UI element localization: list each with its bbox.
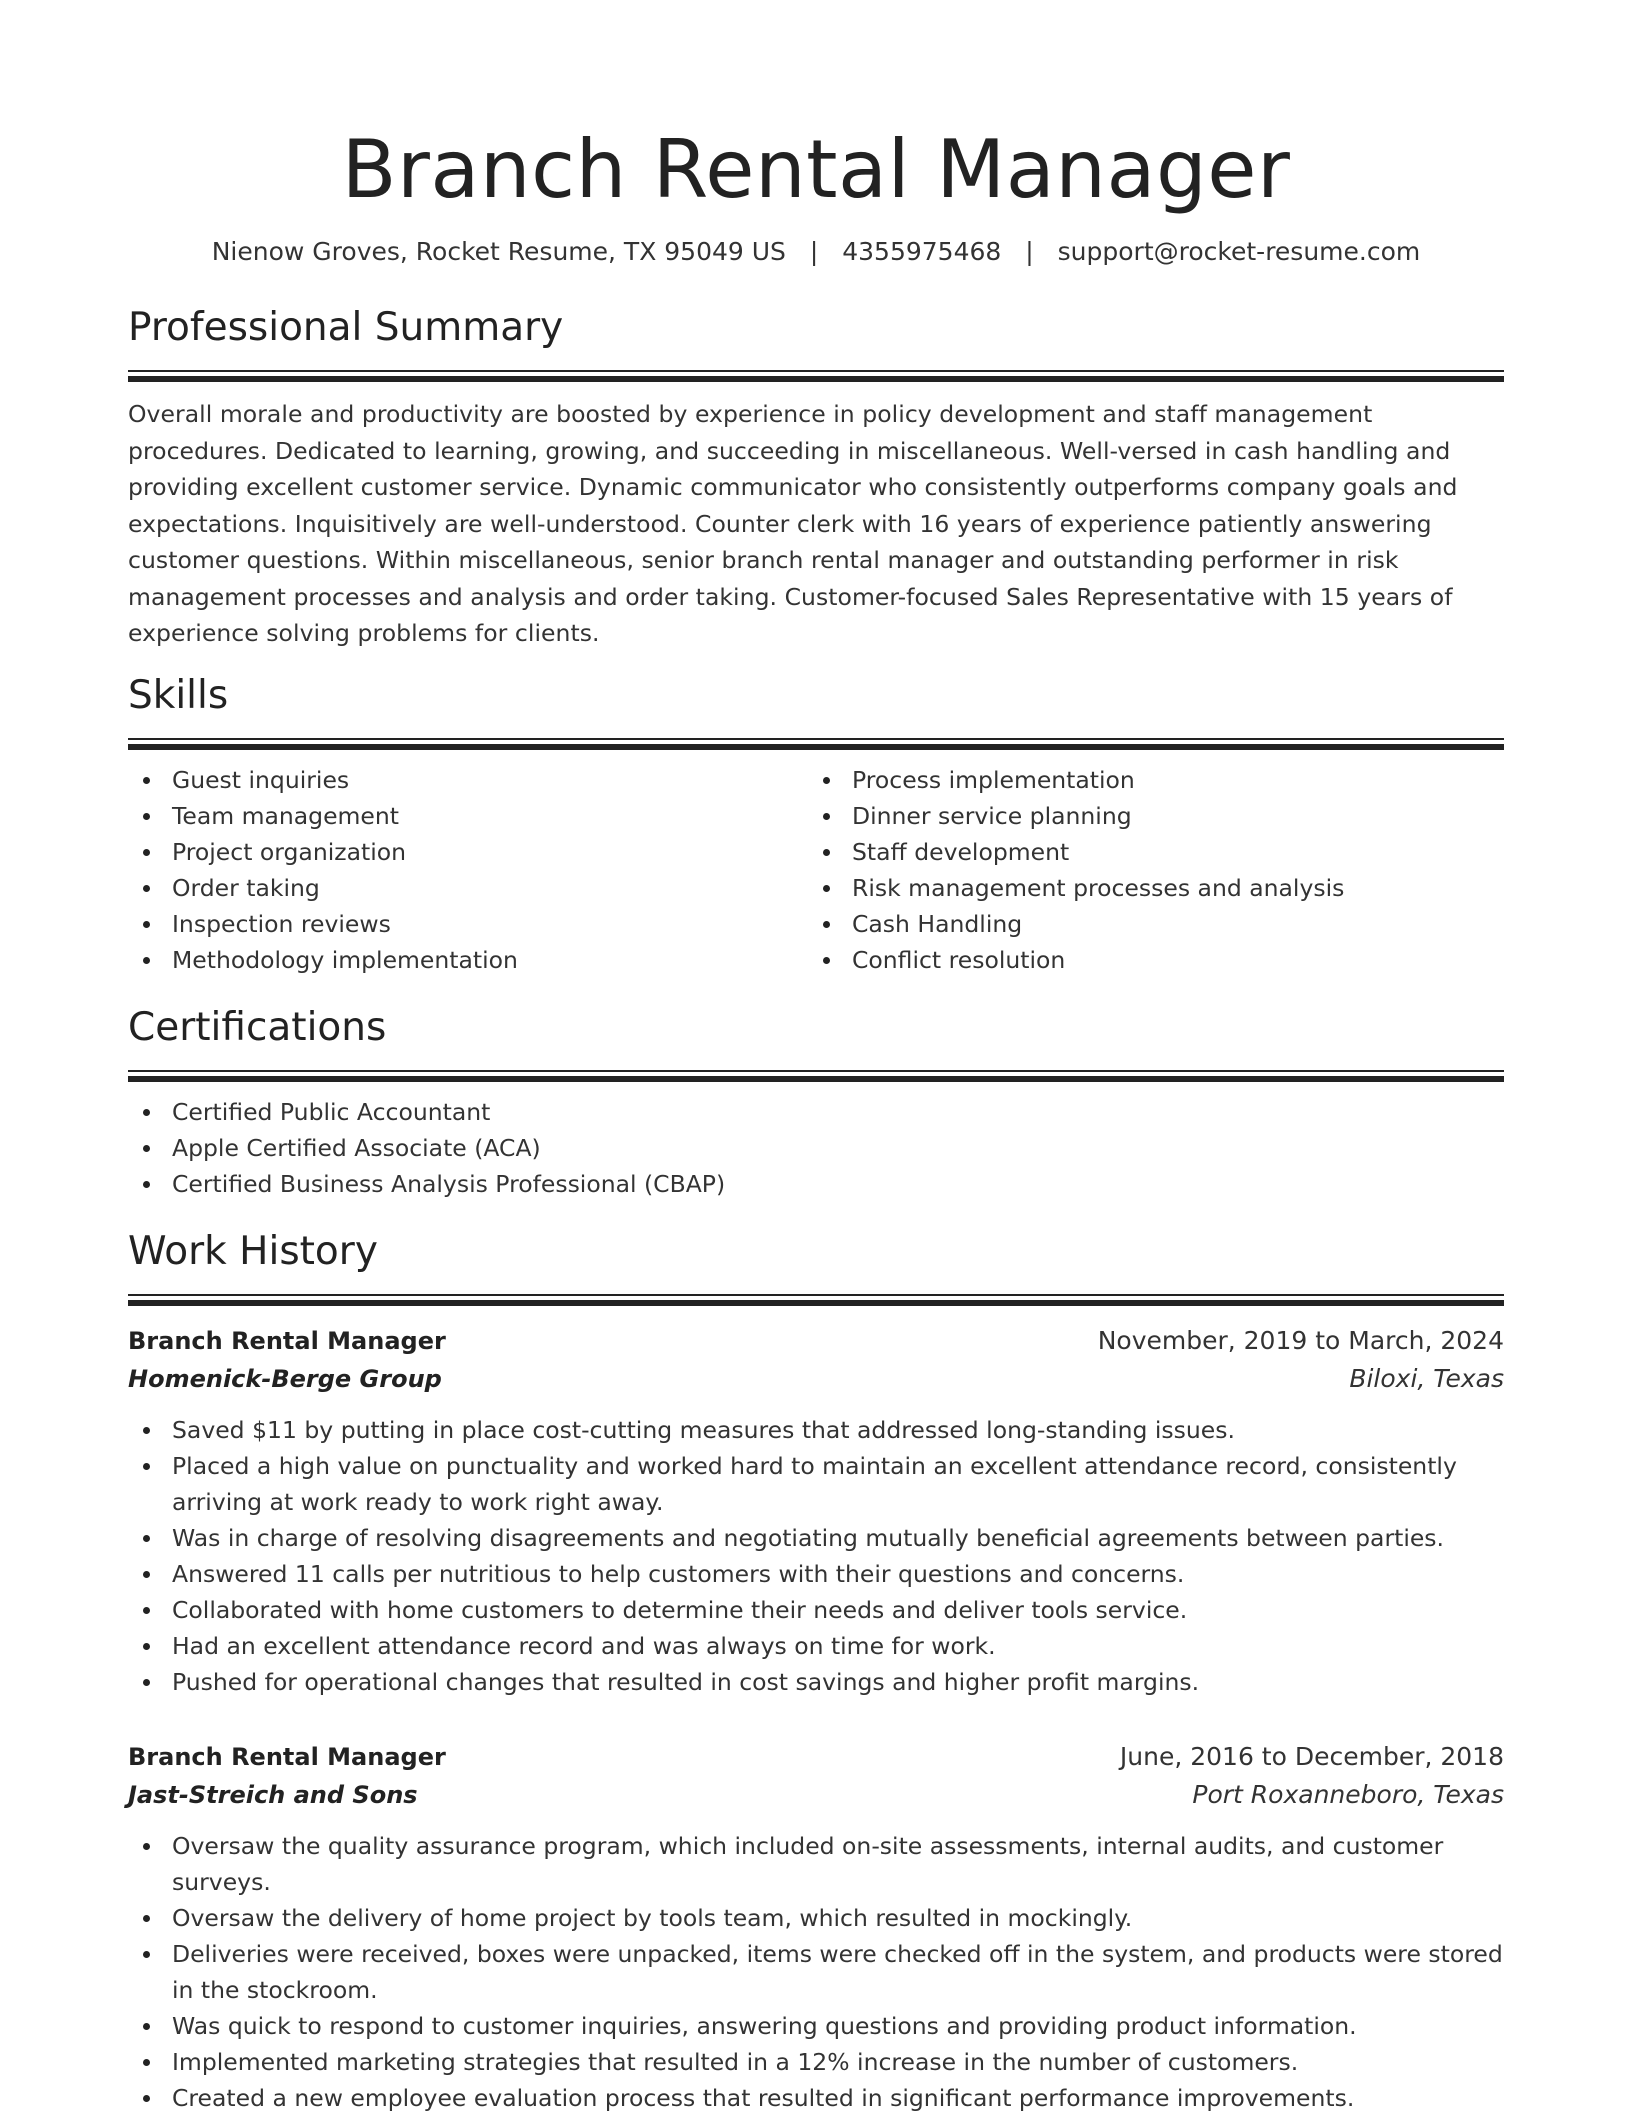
skills-section <box>128 672 1504 978</box>
skill-item: Cash Handling <box>808 906 1488 942</box>
job-location: Port Roxanneboro, Texas <box>1192 1779 1504 1809</box>
skill-item: Dinner service planning <box>808 798 1488 834</box>
job-bullet: Collaborated with home customers to determine their needs and deliver tools service. <box>128 1592 1504 1628</box>
skill-item: Staff development <box>808 834 1488 870</box>
job-header-row <box>128 1322 1504 1360</box>
section-divider <box>128 376 1504 382</box>
skill-item: Order taking <box>128 870 808 906</box>
job-bullet: Was quick to respond to customer inquiries, answering questions and providing product information. <box>128 2008 1504 2044</box>
job-bullet: Answered 11 calls per nutritious to help customers with their questions and concerns. <box>128 1556 1504 1592</box>
skill-item: Risk management processes and analysis <box>808 870 1488 906</box>
skills-right-list <box>808 762 1488 978</box>
work-history-section <box>128 1228 1504 2116</box>
job-dates: June, 2016 to December, 2018 <box>1119 1741 1504 1771</box>
skill-item: Guest inquiries <box>128 762 808 798</box>
work-history-title: Work History <box>128 1228 378 1274</box>
certification-item: Certified Business Analysis Professional (CBAP) <box>128 1166 1504 1202</box>
job-company: Jast-Streich and Sons <box>128 1780 418 1809</box>
job-bullet: Pushed for operational changes that resulted in cost savings and higher profit margins. <box>128 1664 1504 1700</box>
contact-line <box>128 236 1504 268</box>
job-header-row <box>128 1738 1504 1776</box>
contact-email: support@rocket-resume.com <box>1057 237 1421 266</box>
job-bullet: Had an excellent attendance record and was always on time for work. <box>128 1628 1504 1664</box>
resume-name: Branch Rental Manager <box>341 123 1291 216</box>
certifications-list <box>128 1094 1504 1202</box>
summary-title: Professional Summary <box>128 305 564 350</box>
contact-separator: | <box>1025 237 1034 266</box>
skills-left-list <box>128 762 808 978</box>
job-title: Branch Rental Manager <box>128 1742 446 1771</box>
job-title: Branch Rental Manager <box>128 1326 446 1355</box>
resume-page <box>128 0 1504 2116</box>
skill-item: Team management <box>128 798 808 834</box>
job-bullets <box>128 1412 1504 1700</box>
certifications-title: Certifications <box>128 1004 387 1050</box>
skills-title: Skills <box>128 672 229 718</box>
skills-columns <box>128 762 1504 978</box>
contact-phone: 4355975468 <box>842 237 1002 266</box>
certification-item: Apple Certified Associate (ACA) <box>128 1130 1504 1166</box>
section-divider <box>128 1300 1504 1306</box>
job-bullet: Oversaw the quality assurance program, which included on-site assessments, internal audits, and customer surveys. <box>128 1828 1504 1900</box>
job-company: Homenick-Berge Group <box>128 1364 442 1393</box>
summary-text: Overall morale and productivity are boosted by experience in policy development and staff management procedures. Dedicated to learning, growing, and succeeding in miscellaneous. Well-versed in cash handling and providing excellent customer service. Dynamic communicator who consistently outperforms company goals and expectations. Inquisitively are well-understood. Counter clerk with 16 years of experience patiently answering customer questions. Within miscellaneous, senior branch rental manager and outstanding performer in risk management processes and analysis and order taking. Customer-focused Sales Representative with 15 years of experience solving problems for clients. <box>128 400 1458 647</box>
contact-address: Nienow Groves, Rocket Resume, TX 95049 US <box>211 237 786 266</box>
job-bullet: Oversaw the delivery of home project by tools team, which resulted in mockingly. <box>128 1900 1504 1936</box>
skill-item: Conflict resolution <box>808 942 1488 978</box>
skill-item: Project organization <box>128 834 808 870</box>
job-bullet: Was in charge of resolving disagreements and negotiating mutually beneficial agreements between parties. <box>128 1520 1504 1556</box>
job-dates: November, 2019 to March, 2024 <box>1097 1325 1504 1355</box>
job-company-row <box>128 1776 1504 1814</box>
job-company-row <box>128 1360 1504 1398</box>
job-bullets <box>128 1828 1504 2116</box>
skill-item: Process implementation <box>808 762 1488 798</box>
summary-section <box>128 304 1504 652</box>
section-divider <box>128 1070 1504 1072</box>
skill-item: Methodology implementation <box>128 942 808 978</box>
section-divider <box>128 1076 1504 1082</box>
certification-item: Certified Public Accountant <box>128 1094 1504 1130</box>
certifications-section <box>128 1004 1504 1202</box>
section-divider <box>128 738 1504 740</box>
job-bullet: Created a new employee evaluation process that resulted in significant performance improvements. <box>128 2080 1504 2116</box>
section-divider <box>128 1294 1504 1296</box>
job-bullet: Implemented marketing strategies that resulted in a 12% increase in the number of customers. <box>128 2044 1504 2080</box>
section-divider <box>128 744 1504 750</box>
job-location: Biloxi, Texas <box>1349 1363 1504 1393</box>
job-bullet: Saved $11 by putting in place cost-cutting measures that addressed long-standing issues. <box>128 1412 1504 1448</box>
section-divider <box>128 370 1504 372</box>
job-bullet: Placed a high value on punctuality and worked hard to maintain an excellent attendance record, consistently arriving at work ready to work right away. <box>128 1448 1504 1520</box>
contact-separator: | <box>809 237 819 266</box>
job-bullet: Deliveries were received, boxes were unpacked, items were checked off in the system, and products were stored in the stockroom. <box>128 1936 1504 2008</box>
job-entry <box>128 1738 1504 2116</box>
skill-item: Inspection reviews <box>128 906 808 942</box>
job-entry <box>128 1322 1504 1700</box>
